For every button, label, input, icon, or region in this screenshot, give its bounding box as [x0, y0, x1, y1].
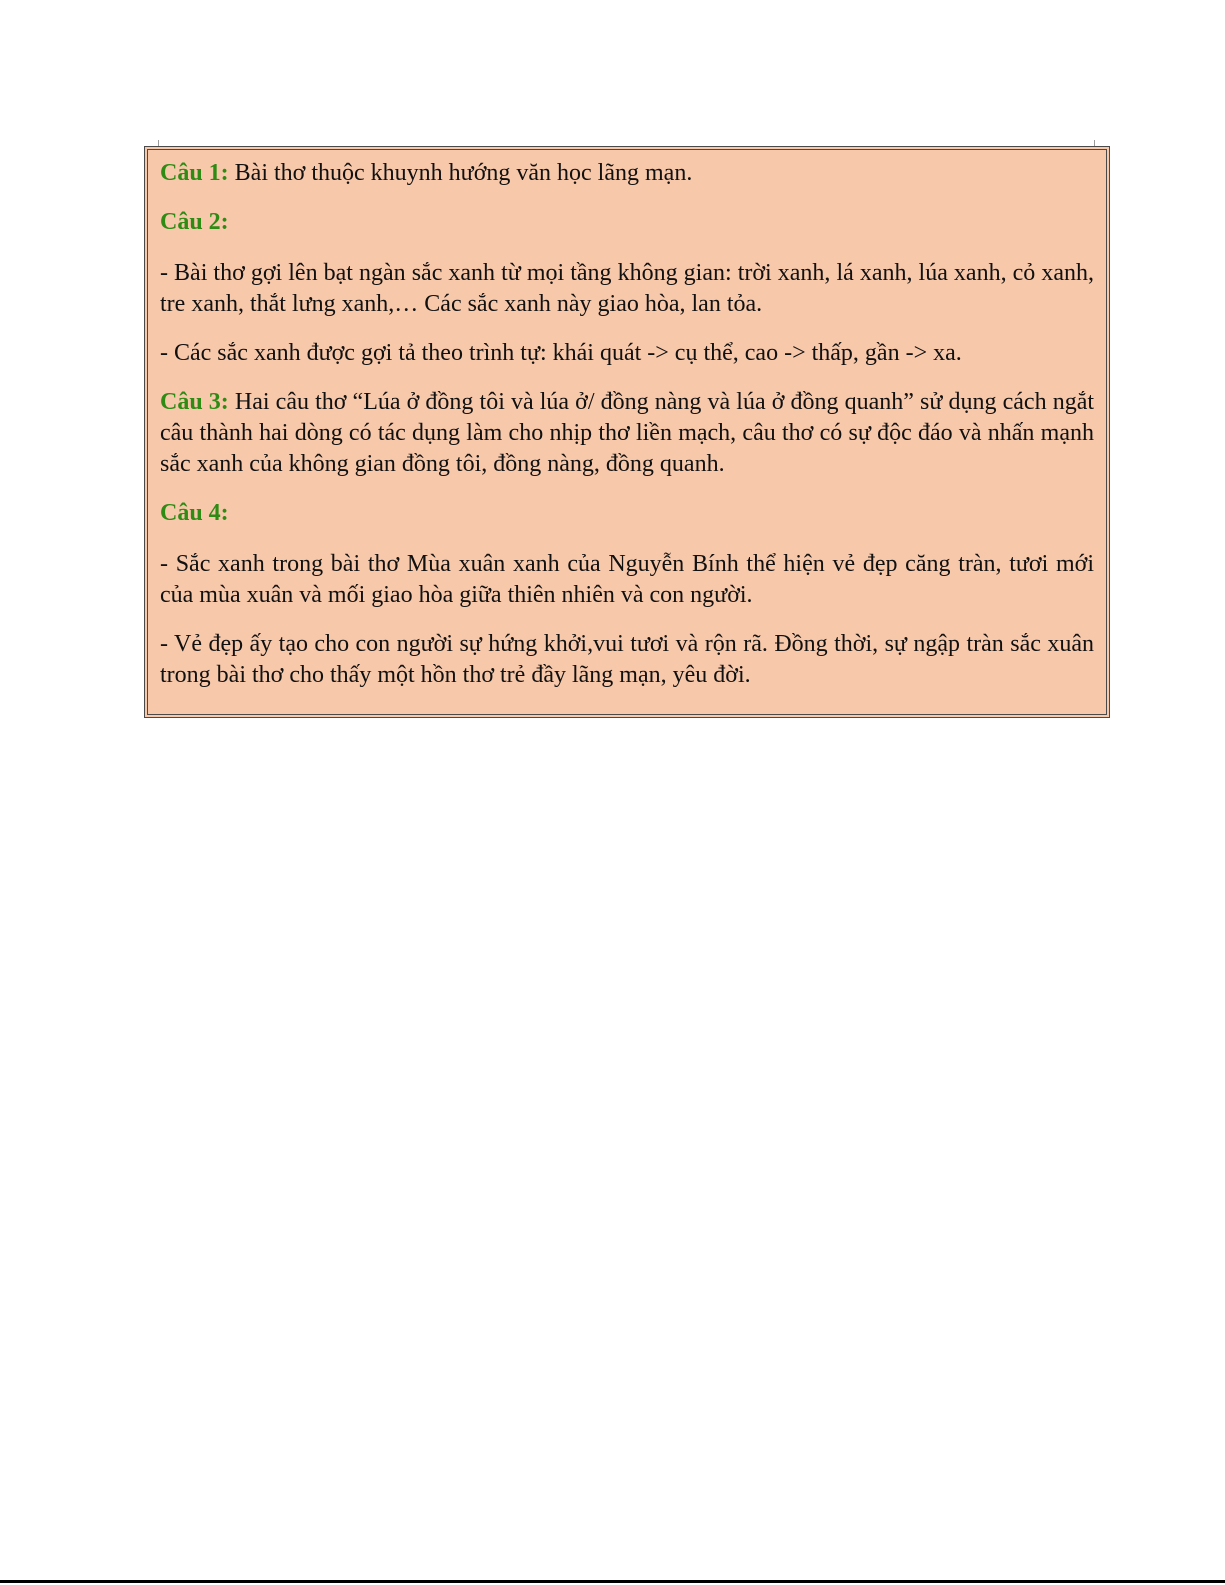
answer-q2-point: - Các sắc xanh được gợi tả theo trình tự: khái quát -> cụ thể, cao -> thấp, gần -> xa.	[160, 340, 962, 366]
answer-text: Bài thơ thuộc khuynh hướng văn học lãng mạn.	[228, 160, 693, 186]
question-label: Câu 2:	[160, 209, 229, 235]
question-label: Câu 4:	[160, 500, 229, 526]
answer-q4-point: - Vẻ đẹp ấy tạo cho con người sự hứng khởi,vui tươi và rộn rã. Đồng thời, sự ngập tràn sắc xuân trong bài thơ cho thấy một hồn thơ trẻ đầy lãng mạn, yêu đời.	[160, 631, 1094, 688]
answer-q2-heading	[160, 207, 1094, 238]
page-bottom-rule	[0, 1580, 1225, 1583]
answer-q4-heading	[160, 498, 1094, 529]
answer-text: Hai câu thơ “Lúa ở đồng tôi và lúa ở/ đồng nàng và lúa ở đồng quanh” sử dụng cách ngắt câu thành hai dòng có tác dụng làm cho nhịp thơ liền mạch, câu thơ có sự độc đáo và nhấn mạnh sắc xanh của không gian đồng tôi, đồng nàng, đồng quanh.	[160, 389, 1095, 477]
answer-q2-point: - Bài thơ gợi lên bạt ngàn sắc xanh từ mọi tầng không gian: trời xanh, lá xanh, lúa xanh, cỏ xanh, tre xanh, thắt lưng xanh,… Các sắc xanh này giao hòa, lan tỏa.	[160, 260, 1094, 317]
answer-q4-point: - Sắc xanh trong bài thơ Mùa xuân xanh của Nguyễn Bính thể hiện vẻ đẹp căng tràn, tươi mới của mùa xuân và mối giao hòa giữa thiên nhiên và con người.	[160, 551, 1094, 608]
answer-box	[144, 146, 1110, 718]
question-label: Câu 3:	[160, 389, 229, 415]
answer-q3	[160, 387, 1094, 480]
question-label: Câu 1:	[160, 160, 229, 186]
answer-q1	[160, 158, 1094, 189]
